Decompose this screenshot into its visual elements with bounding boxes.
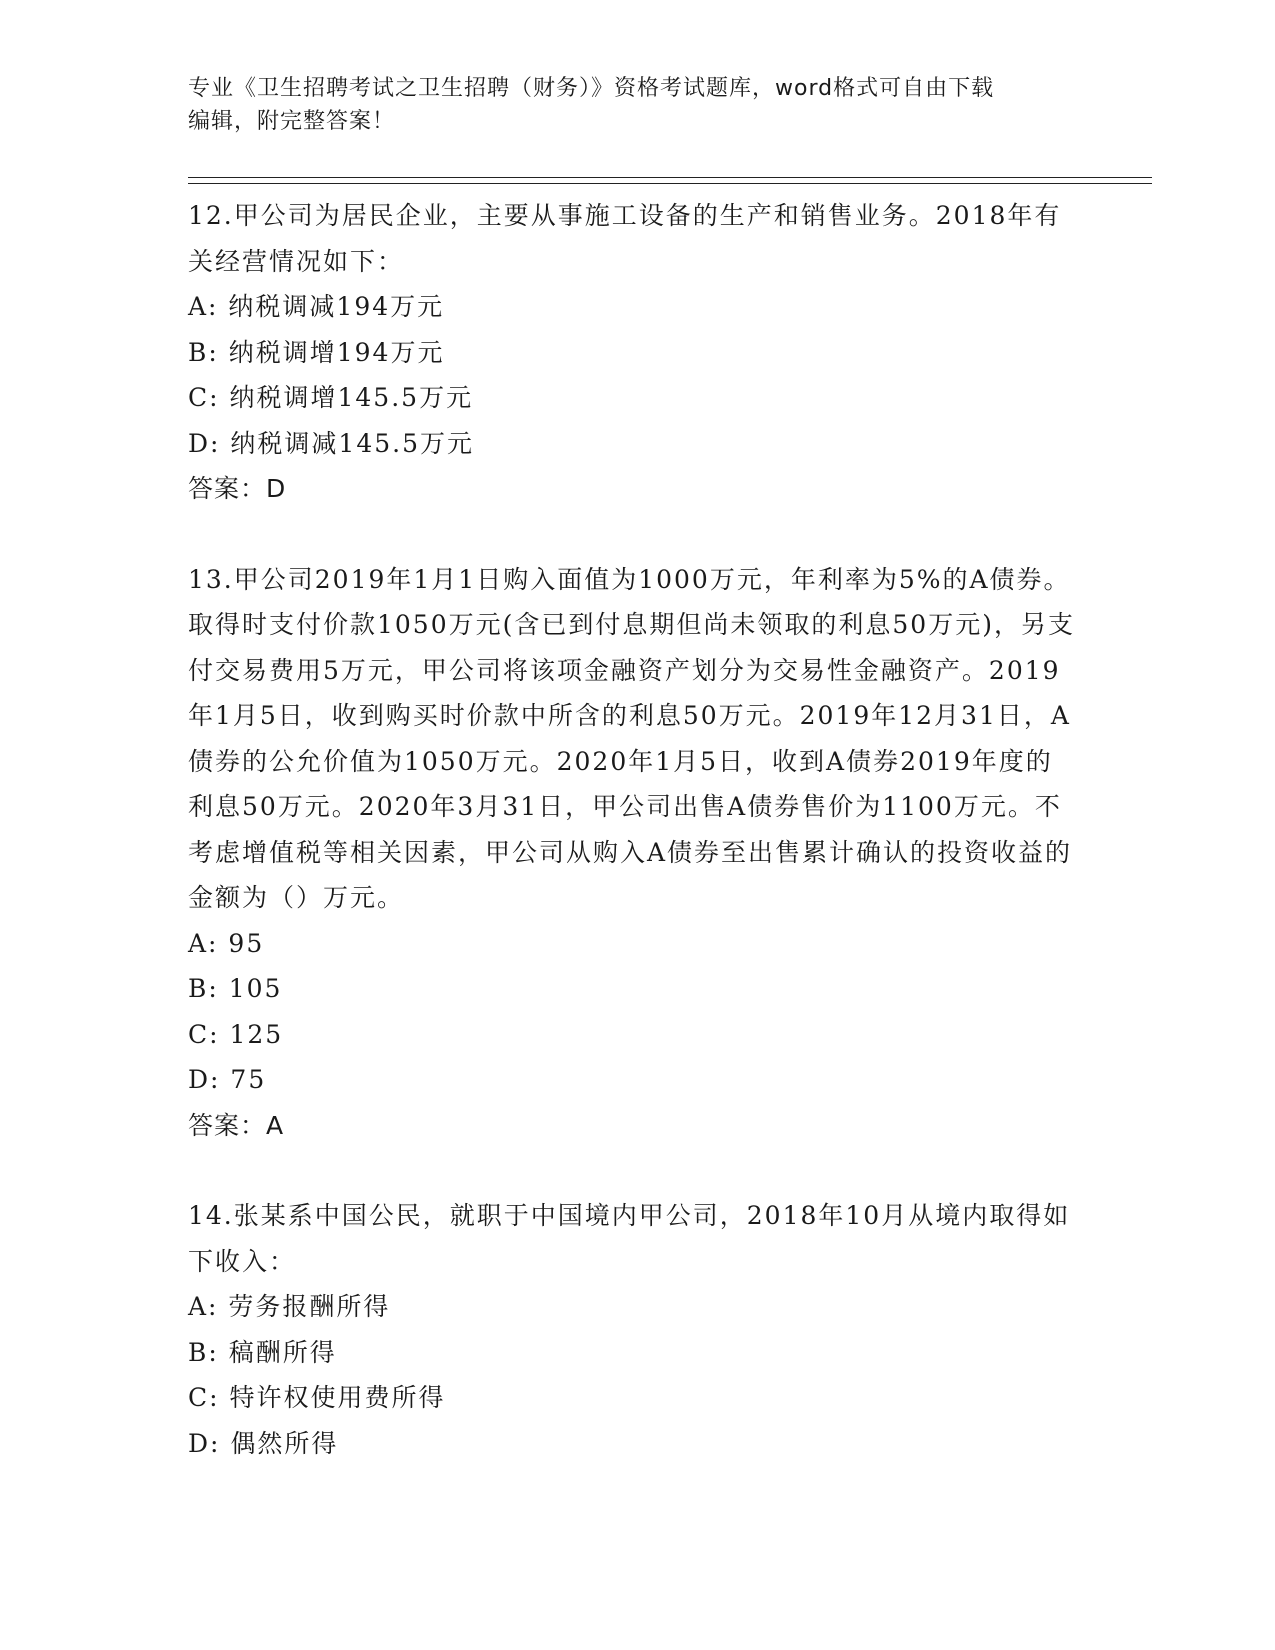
option-b: B: 105 [188,974,283,1003]
document-header [188,72,1068,138]
header-line-1: 专业《卫生招聘考试之卫生招聘（财务）》资格考试题库，word格式可自由下载 [188,76,995,101]
header-divider-top [188,177,1152,178]
option-b: B: 稿酬所得 [188,1337,337,1367]
question-14 [188,1193,1078,1466]
question-answer: 答案：D [188,474,287,503]
question-stem: 14.张某系中国公民，就职于中国境内甲公司，2018年10月从境内取得如下收入： [188,1201,1071,1276]
option-d: D: 纳税调减145.5万元 [188,428,474,458]
option-c: C: 纳税调增145.5万元 [188,383,474,412]
option-c: C: 125 [188,1019,284,1049]
spacer [188,512,1078,557]
header-line-2: 编辑，附完整答案！ [188,109,396,134]
question-answer: 答案：A [188,1110,285,1140]
option-c: C: 特许权使用费所得 [188,1383,446,1412]
question-list [188,193,1078,1466]
question-13 [188,557,1078,1149]
option-d: D: 偶然所得 [188,1428,339,1458]
question-stem: 12.甲公司为居民企业，主要从事施工设备的生产和销售业务。2018年有关经营情况如下： [188,201,1062,276]
option-a: A: 纳税调减194万元 [188,292,445,321]
spacer [188,1148,1078,1193]
option-b: B: 纳税调增194万元 [188,337,445,367]
question-stem: 13.甲公司2019年1月1日购入面值为1000万元，年利率为5%的A债券。取得时支付价款1050万元(含已到付息期但尚未领取的利息50万元)，另支付交易费用5万元，甲公司将该项金融资产划分为交易性金融资产。2019年1月5日，收到购买时价款中所含的利息50万元。2019年12月31日，A债券的公允价值为1050万元。2020年1月5日，收到A债券2019年度的利息50万元。2020年3月31日，甲公司出售A债券售价为1100万元。不考虑增值税等相关因素，甲公司从购入A债券至出售累计确认的投资收益的金额为（）万元。 [188,564,1075,912]
header-divider-bottom [188,183,1152,184]
option-d: D: 75 [188,1065,267,1094]
option-a: A: 95 [188,928,265,958]
question-12 [188,193,1078,512]
option-a: A: 劳务报酬所得 [188,1292,391,1321]
